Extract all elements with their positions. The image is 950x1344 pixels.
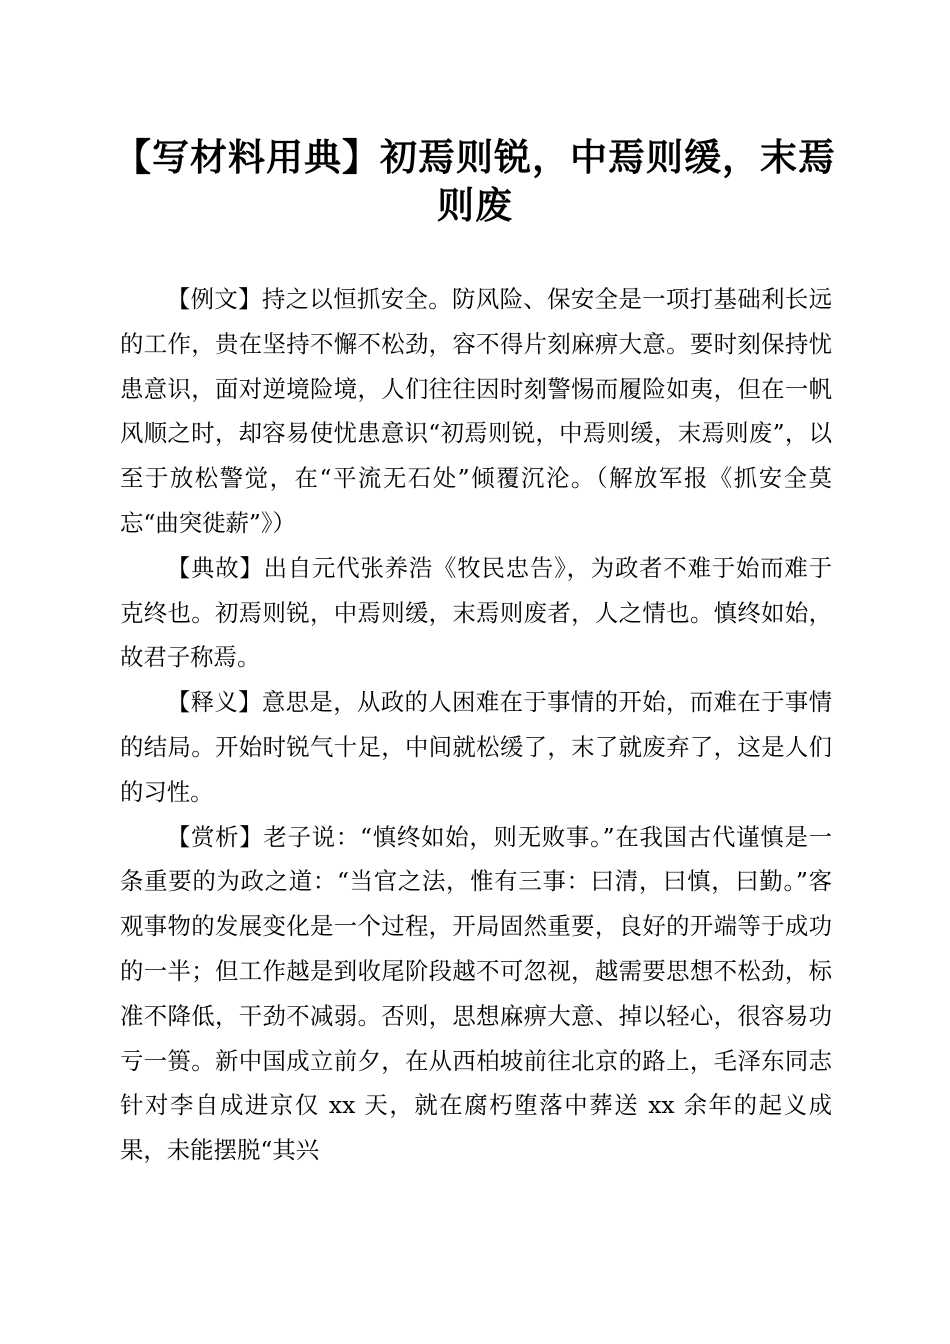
paragraph-tag: 【例文】 [166, 285, 262, 313]
paragraph-tag: 【释义】 [166, 688, 262, 717]
paragraph-allusion [120, 546, 832, 680]
paragraph-tag: 【典故】 [166, 553, 264, 582]
paragraph-example [120, 277, 832, 546]
document-body [120, 277, 832, 1173]
paragraph-text: 老子说：“慎终如始，则无败事。”在我国古代谨慎是一条重要的为政之道：“当官之法，惟有三事：曰清，曰慎，曰勤。”客观事物的发展变化是一个过程，开局固然重要，良好的开端等于成功的一半；但工作越是到收尾阶段越不可忽视，越需要思想不松劲，标准不降低，干劲不减弱。否则，思想麻痹大意、掉以轻心，很容易功亏一篑。新中国成立前夕，在从西柏坡前往北京的路上，毛泽东同志针对李自成进京仅 xx 天，就在腐朽堕落中葬送 xx 余年的起义成果，未能摆脱“其兴 [120, 822, 832, 1165]
paragraph-text: 持之以恒抓安全。防风险、保安全是一项打基础利长远的工作，贵在坚持不懈不松劲，容不得片刻麻痹大意。要时刻保持忧患意识，面对逆境险境，人们往往因时刻警惕而履险如夷，但在一帆风顺之时，却容易使忧患意识“初焉则锐，中焉则缓，末焉则废”，以至于放松警觉，在“平流无石处”倾覆沉沦。（解放军报《抓安全莫忘“曲突徙薪”》） [120, 285, 833, 537]
paragraph-text: 出自元代张养浩《牧民忠告》，为政者不难于始而难于克终也。初焉则锐，中焉则缓，末焉则废者，人之情也。慎终如始，故君子称焉。 [120, 553, 832, 672]
paragraph-appreciation [120, 815, 832, 1173]
document-title: 【写材料用典】初焉则锐，中焉则缓，末焉则废 [114, 135, 836, 227]
paragraph-interpretation [120, 680, 832, 814]
paragraph-text: 意思是，从政的人困难在于事情的开始，而难在于事情的结局。开始时锐气十足，中间就松缓了，末了就废弃了，这是人们的习性。 [120, 688, 833, 806]
paragraph-tag: 【赏析】 [166, 822, 264, 851]
